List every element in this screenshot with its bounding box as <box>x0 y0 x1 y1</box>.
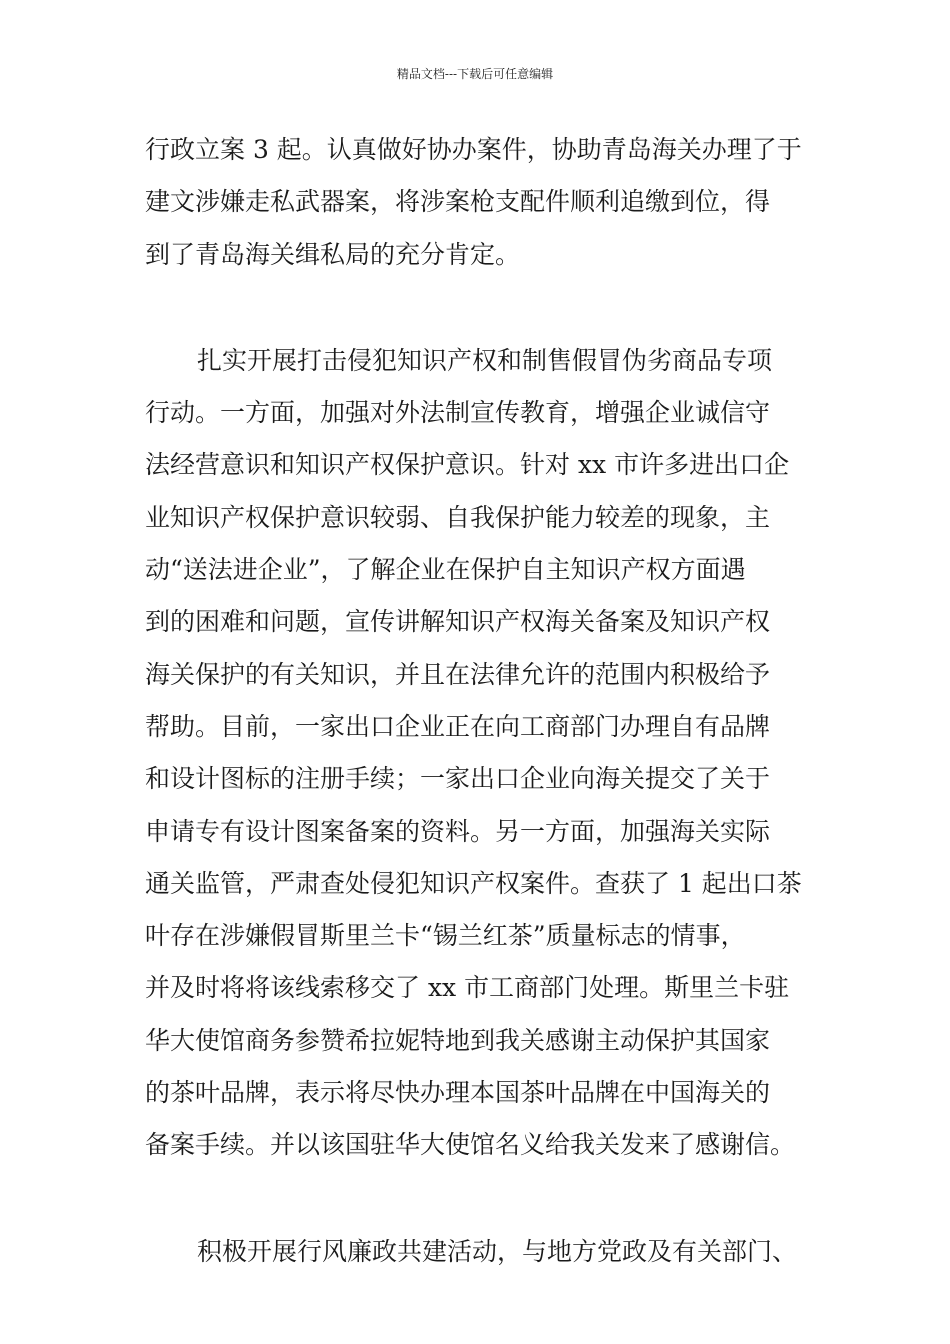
text-line: 动“送法进企业”，了解企业在保护自主知识产权方面遇 <box>145 555 746 585</box>
text-line: 业知识产权保护意识较弱、自我保护能力较差的现象，主 <box>145 502 771 532</box>
text-line: 积极开展行风廉政共建活动，与地方党政及有关部门、 <box>197 1236 798 1266</box>
text-line: 通关监管，严肃查处侵犯知识产权案件。查获了 1 起出口茶 <box>145 868 802 898</box>
text-line: 建文涉嫌走私武器案，将涉案枪支配件顺利追缴到位，得 <box>145 187 771 217</box>
text-line: 法经营意识和知识产权保护意识。针对 xx 市许多进出口企 <box>145 450 790 480</box>
paragraph <box>145 1230 815 1282</box>
text-line: 扎实开展打击侵犯知识产权和制售假冒伪劣商品专项 <box>197 345 773 375</box>
text-line: 和设计图标的注册手续；一家出口企业向海关提交了关于 <box>145 764 771 794</box>
text-line: 华大使馆商务参赞希拉妮特地到我关感谢主动保护其国家 <box>145 1025 771 1055</box>
text-line: 到了青岛海关缉私局的充分肯定。 <box>145 239 521 269</box>
text-line: 海关保护的有关知识，并且在法律允许的范围内积极给予 <box>145 659 771 689</box>
paragraph <box>145 128 815 285</box>
text-line: 行动。一方面，加强对外法制宣传教育，增强企业诚信守 <box>145 398 771 428</box>
text-line: 备案手续。并以该国驻华大使馆名义给我关发来了感谢信。 <box>145 1130 796 1160</box>
paragraph-gap <box>145 285 815 339</box>
document-body <box>145 128 815 1282</box>
text-line: 申请专有设计图案备案的资料。另一方面，加强海关实际 <box>145 816 771 846</box>
text-line: 并及时将将该线索移交了 xx 市工商部门处理。斯里兰卡驻 <box>145 973 790 1003</box>
text-line: 行政立案 3 起。认真做好协办案件，协助青岛海关办理了于 <box>145 135 802 164</box>
text-line: 叶存在涉嫌假冒斯里兰卡“锡兰红茶”质量标志的情事， <box>145 921 746 951</box>
paragraph-gap <box>145 1176 815 1230</box>
text-line: 帮助。目前，一家出口企业正在向工商部门办理自有品牌 <box>145 711 771 741</box>
paragraph <box>145 339 815 1176</box>
text-line: 到的困难和问题，宣传讲解知识产权海关备案及知识产权 <box>145 607 771 637</box>
text-line: 的茶叶品牌，表示将尽快办理本国茶叶品牌在中国海关的 <box>145 1078 771 1108</box>
page-header: 精品文档---下载后可任意编辑 <box>396 67 554 81</box>
